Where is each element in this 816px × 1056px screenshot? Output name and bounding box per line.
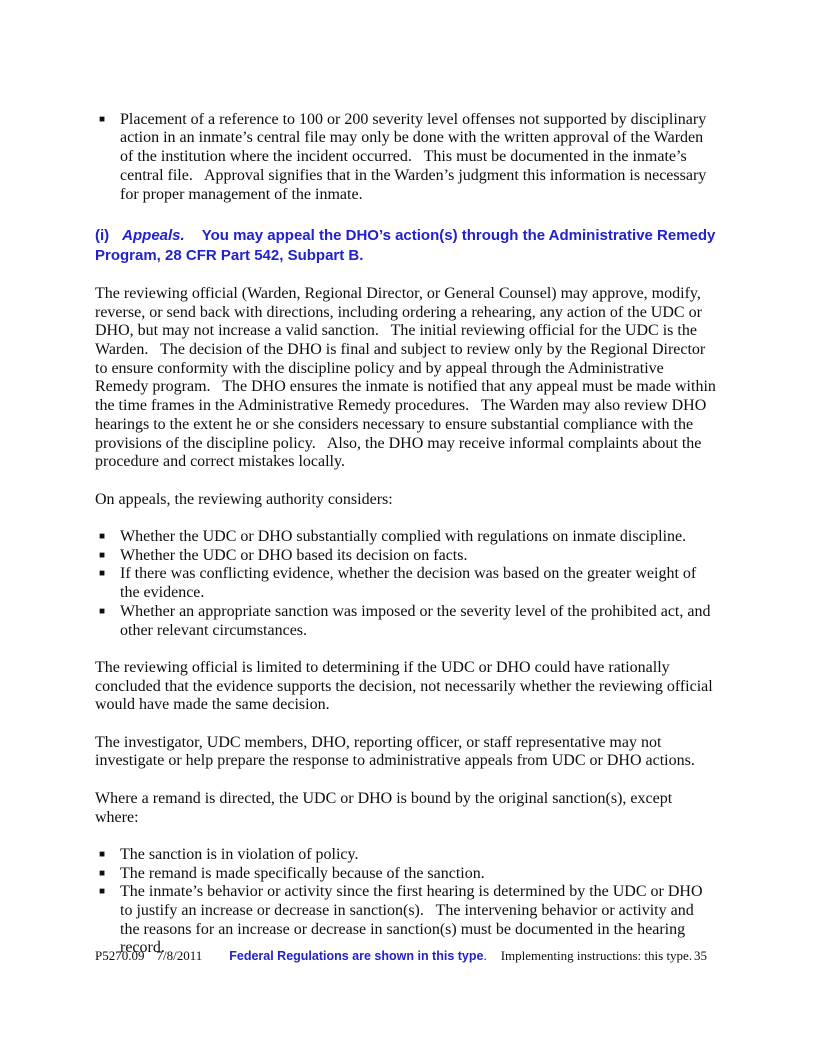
list-item (95, 528, 717, 547)
footer-period: . (483, 948, 487, 963)
remand-exceptions-list (95, 846, 717, 958)
heading-number: (i) (95, 227, 110, 245)
footer-document-number: P5270.09 (95, 948, 145, 963)
list-item (95, 603, 717, 640)
bullet-square-icon: ■ (99, 113, 106, 125)
footer-implementing-note: Implementing instructions: this type. (500, 948, 693, 963)
intro-bullet-list (95, 111, 717, 205)
section-heading-appeals (95, 226, 717, 266)
bullet-square-icon: ■ (99, 848, 106, 860)
heading-text: You may appeal the DHO’s action(s) through the Administrative Remedy Program, 28 CFR Part 542, Subpart B. (95, 227, 716, 265)
paragraph-reviewing-official: The reviewing official (Warden, Regional Director, or General Counsel) may approve, modify, reverse, or send back with directions, including ordering a rehearing, any action of the UDC or DHO, but may not increase a valid sanction. The initial reviewing official for the UDC is the Warden. The decision of the DHO is final and subject to review only by the Regional Director to ensure conformity with the discipline policy and by appeal through the Administrative Remedy program. The DHO ensures the inmate is notified that any appeal must be made within the time frames in the Administrative Remedy procedures. The Warden may also review DHO hearings to the extent he or she considers necessary to ensure substantial compliance with the provisions of the discipline policy. Also, the DHO may receive informal complaints about the procedure and correct mistakes locally. (95, 284, 720, 471)
bullet-text: Placement of a reference to 100 or 200 severity level offenses not supported by disciplinary action in an inmate’s central file may only be done with the written approval of the Warden of the institution where the incident occurred. This must be documented in the inmate’s central file. Approval signifies that in the Warden’s judgment this information is necessary for proper management of the inmate. (120, 110, 711, 203)
bullet-square-icon: ■ (99, 867, 106, 879)
list-item (95, 565, 717, 602)
list-item (95, 865, 717, 884)
footer-page-number: 35 (694, 948, 707, 963)
footer-federal-regulations-note: Federal Regulations are shown in this type (229, 949, 484, 963)
bullet-text: If there was conflicting evidence, whether the decision was based on the greater weight of the evidence. (120, 565, 701, 602)
list-item (95, 111, 717, 205)
list-item (95, 883, 717, 958)
bullet-text: Whether the UDC or DHO based its decision on facts. (120, 546, 468, 564)
bullet-text: The sanction is in violation of policy. (120, 845, 359, 863)
bullet-square-icon: ■ (99, 568, 106, 580)
paragraph-limited-review: The reviewing official is limited to determining if the UDC or DHO could have rationally concluded that the evidence supports the decision, not necessarily whether the reviewing official would have made the same decision. (95, 658, 717, 714)
bullet-text: The remand is made specifically because of the sanction. (120, 864, 485, 882)
bullet-square-icon: ■ (99, 886, 106, 898)
paragraph-on-appeals: On appeals, the reviewing authority considers: (95, 490, 393, 508)
paragraph-remand: Where a remand is directed, the UDC or DHO is bound by the original sanction(s), except where: (95, 789, 677, 826)
paragraph-no-assist: The investigator, UDC members, DHO, reporting officer, or staff representative may not investigate or help prepare the response to administrative appeals from UDC or DHO actions. (95, 733, 695, 770)
list-item (95, 547, 717, 566)
footer-date: 7/8/2011 (156, 948, 203, 963)
bullet-text: The inmate’s behavior or activity since the first hearing is determined by the UDC or DHO to justify an increase or decrease in sanction(s). The intervening behavior or activity and the reasons for an increase or decrease in sanction(s) must be documented in the hearing record. (120, 883, 707, 957)
bullet-square-icon: ■ (99, 605, 106, 617)
page-content (95, 92, 720, 977)
page-footer (95, 948, 707, 964)
heading-title: Appeals. (122, 227, 185, 245)
bullet-square-icon: ■ (99, 549, 106, 561)
review-considerations-list (95, 528, 717, 640)
bullet-square-icon: ■ (99, 531, 106, 542)
list-item (95, 846, 717, 865)
bullet-text: Whether an appropriate sanction was imposed or the severity level of the prohibited act, and other relevant circumstances. (120, 602, 715, 639)
bullet-text: Whether the UDC or DHO substantially complied with regulations on inmate discipline. (120, 528, 687, 545)
